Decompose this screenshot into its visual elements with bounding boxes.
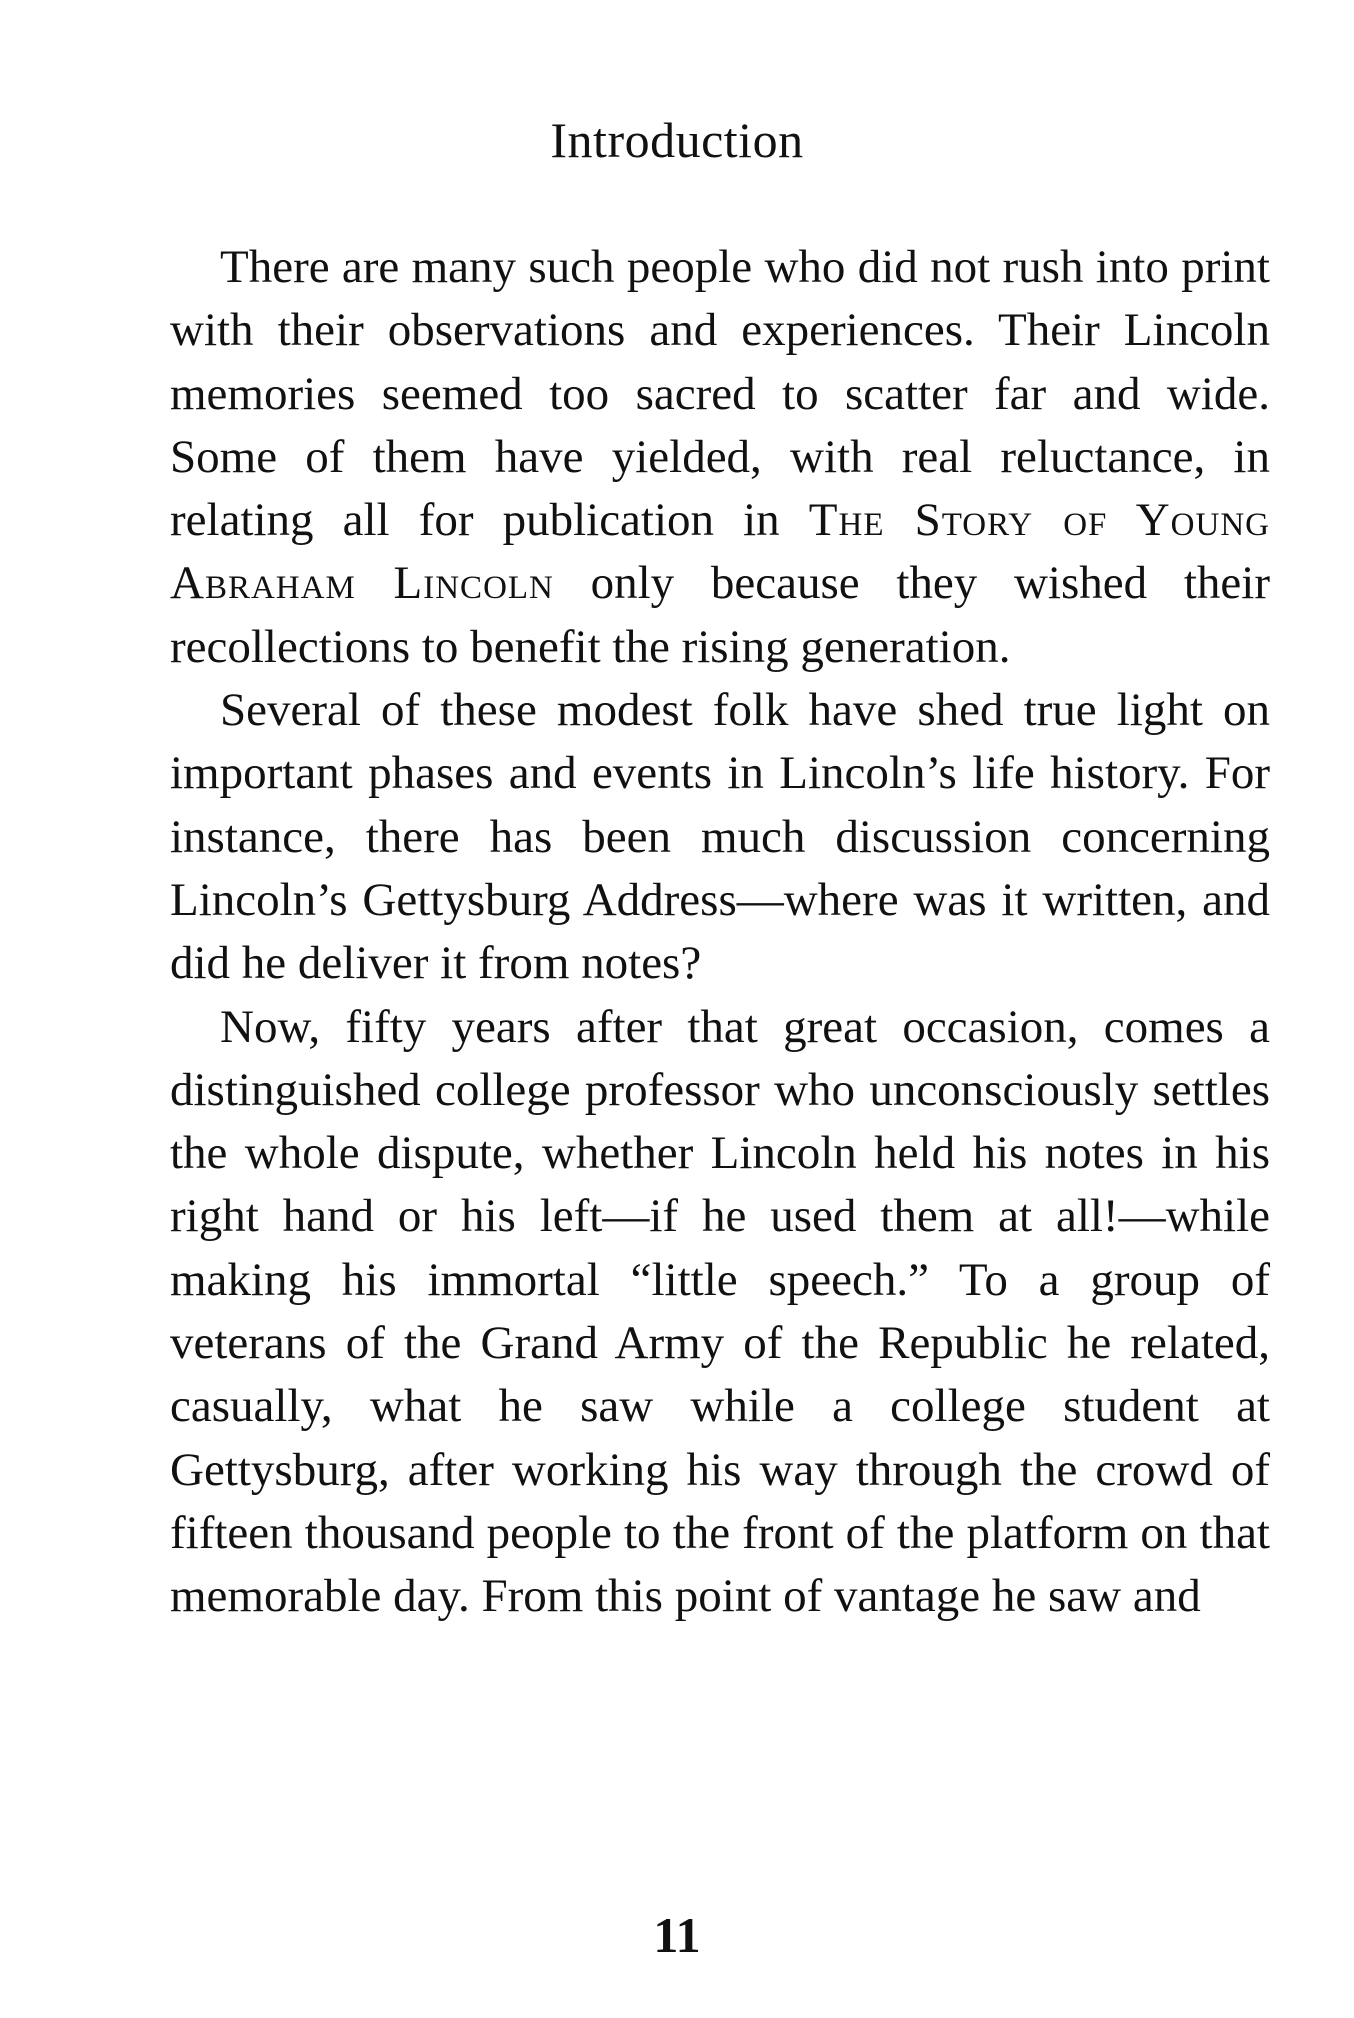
paragraph-1-text-after: only because they wished their recollections to benefit the rising generation. — [170, 557, 1270, 673]
paragraph-1 — [170, 236, 1270, 679]
paragraph-3: Now, fifty years after that great occasion, comes a distinguished college professor who unconsciously settles the whole dispute, whether Lincoln held his notes in his right hand or his left—if he used them at all!—while making his immortal “little speech.” To a group of veterans of the Grand Army of the Republic he related, casually, what he saw while a college student at Gettysburg, after working his way through the crowd of fifteen thousand people to the front of the platform on that memorable day. From this point of vantage he saw and — [170, 1000, 1270, 1623]
body-text — [170, 236, 1270, 1629]
running-head: Introduction — [550, 112, 804, 168]
paragraph-1-text-before: There are many such people who did not rush into print with their observations and experiences. Their Lincoln memories seemed too sacred to scatter far and wide. Some of them have yielded, with real reluctance, in relating all for publication in — [170, 241, 1270, 547]
book-title: The Story of Young Abraham Lincoln — [170, 494, 1270, 610]
paragraph-2: Several of these modest folk have shed true light on important phases and events in Lincoln’s life history. For instance, there has been much discussion concerning Lincoln’s Gettysburg Address—where was it written, and did he deliver it from notes? — [170, 684, 1270, 990]
page-number: 11 — [653, 1907, 701, 1963]
